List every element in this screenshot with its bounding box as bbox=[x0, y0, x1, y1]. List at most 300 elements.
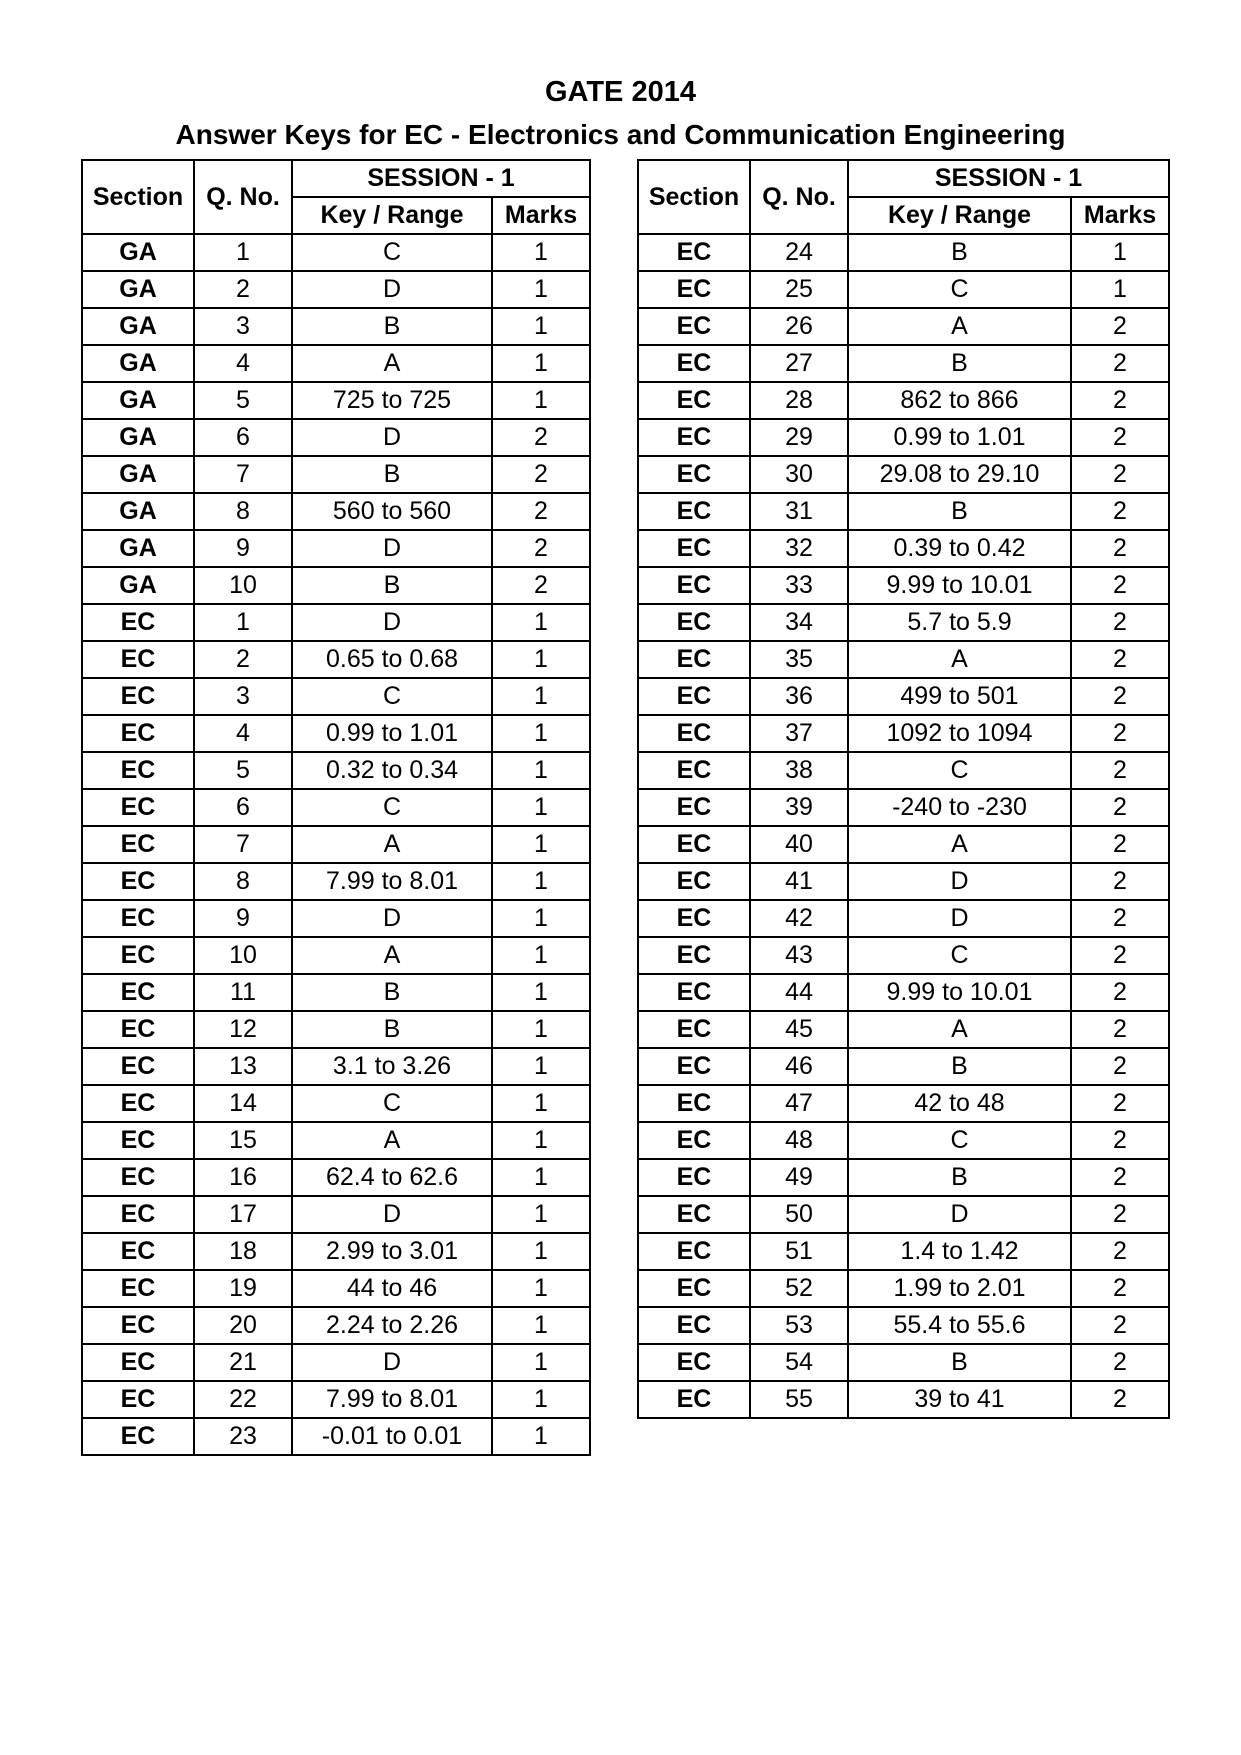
cell-marks: 2 bbox=[1071, 456, 1169, 493]
cell-section: EC bbox=[82, 1381, 194, 1418]
cell-section: EC bbox=[638, 419, 750, 456]
table-row bbox=[638, 1381, 1169, 1418]
cell-marks: 1 bbox=[492, 641, 590, 678]
cell-qno: 45 bbox=[750, 1011, 848, 1048]
cell-marks: 2 bbox=[1071, 1381, 1169, 1418]
cell-key-range: D bbox=[292, 900, 492, 937]
cell-marks: 2 bbox=[1071, 1233, 1169, 1270]
cell-key-range: A bbox=[848, 308, 1071, 345]
cell-key-range: -0.01 to 0.01 bbox=[292, 1418, 492, 1455]
cell-qno: 19 bbox=[194, 1270, 292, 1307]
table-row bbox=[82, 530, 590, 567]
cell-section: EC bbox=[82, 604, 194, 641]
cell-key-range: B bbox=[848, 493, 1071, 530]
cell-section: EC bbox=[638, 789, 750, 826]
cell-section: EC bbox=[82, 1196, 194, 1233]
cell-section: EC bbox=[638, 1196, 750, 1233]
answer-key-table-right bbox=[637, 159, 1170, 1419]
cell-marks: 2 bbox=[1071, 974, 1169, 1011]
cell-marks: 1 bbox=[492, 345, 590, 382]
cell-qno: 12 bbox=[194, 1011, 292, 1048]
cell-section: EC bbox=[638, 863, 750, 900]
cell-marks: 1 bbox=[492, 1011, 590, 1048]
cell-section: EC bbox=[82, 1011, 194, 1048]
table-row bbox=[82, 345, 590, 382]
cell-section: EC bbox=[82, 678, 194, 715]
cell-key-range: 5.7 to 5.9 bbox=[848, 604, 1071, 641]
cell-key-range: B bbox=[848, 1159, 1071, 1196]
table-row bbox=[82, 1085, 590, 1122]
table-row bbox=[638, 1011, 1169, 1048]
header-marks: Marks bbox=[492, 197, 590, 234]
cell-qno: 18 bbox=[194, 1233, 292, 1270]
cell-qno: 51 bbox=[750, 1233, 848, 1270]
cell-qno: 55 bbox=[750, 1381, 848, 1418]
cell-marks: 2 bbox=[1071, 604, 1169, 641]
table-row bbox=[638, 567, 1169, 604]
cell-marks: 2 bbox=[1071, 1011, 1169, 1048]
cell-key-range: A bbox=[848, 826, 1071, 863]
cell-section: GA bbox=[82, 419, 194, 456]
cell-key-range: C bbox=[292, 789, 492, 826]
cell-marks: 2 bbox=[1071, 789, 1169, 826]
cell-qno: 47 bbox=[750, 1085, 848, 1122]
cell-qno: 8 bbox=[194, 863, 292, 900]
cell-section: GA bbox=[82, 493, 194, 530]
header-section: Section bbox=[638, 160, 750, 234]
cell-marks: 2 bbox=[1071, 752, 1169, 789]
table-row bbox=[638, 1122, 1169, 1159]
cell-key-range: D bbox=[292, 419, 492, 456]
cell-key-range: C bbox=[848, 1122, 1071, 1159]
cell-marks: 1 bbox=[492, 1270, 590, 1307]
cell-key-range: A bbox=[292, 1122, 492, 1159]
cell-key-range: 3.1 to 3.26 bbox=[292, 1048, 492, 1085]
cell-marks: 1 bbox=[492, 900, 590, 937]
cell-key-range: 55.4 to 55.6 bbox=[848, 1307, 1071, 1344]
cell-section: GA bbox=[82, 382, 194, 419]
cell-section: EC bbox=[638, 937, 750, 974]
cell-section: EC bbox=[82, 1048, 194, 1085]
cell-qno: 39 bbox=[750, 789, 848, 826]
table-row bbox=[638, 863, 1169, 900]
cell-section: EC bbox=[638, 1048, 750, 1085]
cell-key-range: 0.99 to 1.01 bbox=[292, 715, 492, 752]
cell-marks: 2 bbox=[492, 493, 590, 530]
table-row bbox=[638, 715, 1169, 752]
cell-marks: 2 bbox=[492, 530, 590, 567]
table-row bbox=[82, 900, 590, 937]
cell-key-range: C bbox=[848, 271, 1071, 308]
cell-marks: 1 bbox=[492, 1196, 590, 1233]
cell-key-range: A bbox=[292, 826, 492, 863]
table-row bbox=[638, 419, 1169, 456]
cell-section: EC bbox=[82, 974, 194, 1011]
cell-qno: 43 bbox=[750, 937, 848, 974]
cell-key-range: 62.4 to 62.6 bbox=[292, 1159, 492, 1196]
cell-section: EC bbox=[638, 1011, 750, 1048]
cell-marks: 1 bbox=[492, 1048, 590, 1085]
cell-marks: 1 bbox=[492, 937, 590, 974]
cell-section: EC bbox=[82, 1307, 194, 1344]
cell-key-range: 7.99 to 8.01 bbox=[292, 1381, 492, 1418]
header-qno: Q. No. bbox=[750, 160, 848, 234]
cell-marks: 2 bbox=[1071, 308, 1169, 345]
table-row bbox=[638, 789, 1169, 826]
cell-qno: 48 bbox=[750, 1122, 848, 1159]
cell-section: GA bbox=[82, 345, 194, 382]
cell-marks: 2 bbox=[492, 567, 590, 604]
cell-section: EC bbox=[82, 937, 194, 974]
cell-qno: 22 bbox=[194, 1381, 292, 1418]
cell-qno: 5 bbox=[194, 382, 292, 419]
cell-marks: 2 bbox=[1071, 1085, 1169, 1122]
cell-section: EC bbox=[638, 530, 750, 567]
cell-section: EC bbox=[638, 974, 750, 1011]
cell-key-range: 560 to 560 bbox=[292, 493, 492, 530]
header-marks: Marks bbox=[1071, 197, 1169, 234]
table-row bbox=[82, 974, 590, 1011]
table-row bbox=[638, 456, 1169, 493]
cell-marks: 1 bbox=[492, 1233, 590, 1270]
cell-key-range: 42 to 48 bbox=[848, 1085, 1071, 1122]
cell-marks: 2 bbox=[1071, 419, 1169, 456]
cell-marks: 2 bbox=[492, 456, 590, 493]
cell-marks: 1 bbox=[492, 789, 590, 826]
table-row bbox=[82, 456, 590, 493]
cell-key-range: C bbox=[848, 752, 1071, 789]
table-row bbox=[638, 308, 1169, 345]
cell-marks: 1 bbox=[492, 715, 590, 752]
cell-qno: 50 bbox=[750, 1196, 848, 1233]
table-row bbox=[82, 1381, 590, 1418]
cell-key-range: 44 to 46 bbox=[292, 1270, 492, 1307]
cell-qno: 10 bbox=[194, 567, 292, 604]
table-row bbox=[82, 234, 590, 271]
cell-key-range: 499 to 501 bbox=[848, 678, 1071, 715]
cell-section: EC bbox=[638, 382, 750, 419]
cell-marks: 2 bbox=[1071, 1196, 1169, 1233]
cell-key-range: 9.99 to 10.01 bbox=[848, 974, 1071, 1011]
cell-qno: 6 bbox=[194, 789, 292, 826]
cell-marks: 2 bbox=[1071, 567, 1169, 604]
cell-qno: 23 bbox=[194, 1418, 292, 1455]
table-row bbox=[638, 826, 1169, 863]
cell-key-range: B bbox=[848, 1048, 1071, 1085]
cell-marks: 1 bbox=[1071, 271, 1169, 308]
cell-qno: 16 bbox=[194, 1159, 292, 1196]
table-row bbox=[638, 493, 1169, 530]
cell-section: EC bbox=[82, 1085, 194, 1122]
table-row bbox=[638, 1233, 1169, 1270]
cell-section: EC bbox=[82, 752, 194, 789]
table-row bbox=[638, 641, 1169, 678]
cell-marks: 2 bbox=[1071, 530, 1169, 567]
cell-marks: 2 bbox=[1071, 826, 1169, 863]
cell-section: EC bbox=[82, 641, 194, 678]
cell-key-range: B bbox=[292, 974, 492, 1011]
cell-marks: 1 bbox=[492, 1381, 590, 1418]
cell-qno: 46 bbox=[750, 1048, 848, 1085]
cell-qno: 52 bbox=[750, 1270, 848, 1307]
cell-qno: 7 bbox=[194, 456, 292, 493]
cell-key-range: D bbox=[292, 1196, 492, 1233]
cell-qno: 27 bbox=[750, 345, 848, 382]
cell-key-range: D bbox=[292, 1344, 492, 1381]
cell-qno: 41 bbox=[750, 863, 848, 900]
table-row bbox=[82, 641, 590, 678]
cell-qno: 6 bbox=[194, 419, 292, 456]
cell-key-range: 7.99 to 8.01 bbox=[292, 863, 492, 900]
cell-marks: 2 bbox=[492, 419, 590, 456]
table-row bbox=[638, 345, 1169, 382]
cell-key-range: D bbox=[292, 271, 492, 308]
cell-qno: 42 bbox=[750, 900, 848, 937]
cell-key-range: 2.24 to 2.26 bbox=[292, 1307, 492, 1344]
table-row bbox=[82, 678, 590, 715]
table-row bbox=[82, 863, 590, 900]
cell-key-range: B bbox=[292, 456, 492, 493]
cell-marks: 2 bbox=[1071, 1048, 1169, 1085]
header-key-range: Key / Range bbox=[292, 197, 492, 234]
cell-marks: 2 bbox=[1071, 382, 1169, 419]
cell-qno: 35 bbox=[750, 641, 848, 678]
cell-qno: 2 bbox=[194, 641, 292, 678]
cell-section: GA bbox=[82, 567, 194, 604]
cell-marks: 2 bbox=[1071, 1122, 1169, 1159]
cell-marks: 1 bbox=[492, 1159, 590, 1196]
cell-section: EC bbox=[638, 1122, 750, 1159]
cell-key-range: D bbox=[848, 1196, 1071, 1233]
cell-key-range: B bbox=[848, 1344, 1071, 1381]
cell-key-range: B bbox=[848, 345, 1071, 382]
cell-qno: 31 bbox=[750, 493, 848, 530]
cell-marks: 1 bbox=[492, 863, 590, 900]
cell-section: GA bbox=[82, 456, 194, 493]
table-row bbox=[638, 530, 1169, 567]
cell-qno: 3 bbox=[194, 678, 292, 715]
header-session: SESSION - 1 bbox=[292, 160, 590, 197]
cell-section: GA bbox=[82, 308, 194, 345]
cell-section: EC bbox=[638, 234, 750, 271]
cell-marks: 1 bbox=[492, 1418, 590, 1455]
cell-qno: 54 bbox=[750, 1344, 848, 1381]
cell-qno: 8 bbox=[194, 493, 292, 530]
table-row bbox=[638, 937, 1169, 974]
cell-section: EC bbox=[638, 493, 750, 530]
cell-section: EC bbox=[638, 345, 750, 382]
cell-qno: 7 bbox=[194, 826, 292, 863]
table-row bbox=[82, 1011, 590, 1048]
table-row bbox=[638, 678, 1169, 715]
cell-qno: 49 bbox=[750, 1159, 848, 1196]
cell-qno: 11 bbox=[194, 974, 292, 1011]
cell-section: EC bbox=[638, 1270, 750, 1307]
cell-section: EC bbox=[82, 863, 194, 900]
cell-section: GA bbox=[82, 271, 194, 308]
cell-section: EC bbox=[638, 1381, 750, 1418]
cell-marks: 2 bbox=[1071, 345, 1169, 382]
table-row bbox=[82, 1344, 590, 1381]
cell-section: EC bbox=[82, 789, 194, 826]
cell-qno: 28 bbox=[750, 382, 848, 419]
cell-key-range: C bbox=[292, 678, 492, 715]
table-row bbox=[82, 1307, 590, 1344]
table-row bbox=[82, 419, 590, 456]
cell-key-range: 39 to 41 bbox=[848, 1381, 1071, 1418]
table-row bbox=[82, 604, 590, 641]
cell-marks: 2 bbox=[1071, 715, 1169, 752]
cell-marks: 2 bbox=[1071, 641, 1169, 678]
cell-section: EC bbox=[638, 604, 750, 641]
cell-key-range: C bbox=[848, 937, 1071, 974]
cell-qno: 33 bbox=[750, 567, 848, 604]
cell-section: EC bbox=[638, 715, 750, 752]
cell-qno: 40 bbox=[750, 826, 848, 863]
cell-key-range: C bbox=[292, 1085, 492, 1122]
cell-key-range: A bbox=[848, 641, 1071, 678]
cell-section: EC bbox=[638, 1307, 750, 1344]
table-row bbox=[82, 715, 590, 752]
cell-marks: 2 bbox=[1071, 1307, 1169, 1344]
cell-key-range: -240 to -230 bbox=[848, 789, 1071, 826]
header-session: SESSION - 1 bbox=[848, 160, 1169, 197]
cell-qno: 9 bbox=[194, 530, 292, 567]
cell-qno: 20 bbox=[194, 1307, 292, 1344]
header-key-range: Key / Range bbox=[848, 197, 1071, 234]
cell-key-range: 29.08 to 29.10 bbox=[848, 456, 1071, 493]
cell-key-range: B bbox=[292, 567, 492, 604]
cell-key-range: 0.65 to 0.68 bbox=[292, 641, 492, 678]
cell-qno: 29 bbox=[750, 419, 848, 456]
table-row bbox=[638, 604, 1169, 641]
cell-qno: 4 bbox=[194, 715, 292, 752]
header-section: Section bbox=[82, 160, 194, 234]
table-row bbox=[82, 1048, 590, 1085]
cell-section: EC bbox=[638, 456, 750, 493]
cell-section: EC bbox=[638, 1233, 750, 1270]
cell-key-range: 725 to 725 bbox=[292, 382, 492, 419]
cell-key-range: 1.4 to 1.42 bbox=[848, 1233, 1071, 1270]
cell-marks: 1 bbox=[1071, 234, 1169, 271]
cell-section: EC bbox=[82, 1159, 194, 1196]
cell-section: EC bbox=[638, 900, 750, 937]
cell-section: EC bbox=[638, 678, 750, 715]
cell-section: EC bbox=[638, 641, 750, 678]
cell-key-range: A bbox=[292, 937, 492, 974]
cell-key-range: B bbox=[292, 308, 492, 345]
table-row bbox=[82, 1418, 590, 1455]
cell-qno: 9 bbox=[194, 900, 292, 937]
cell-section: GA bbox=[82, 530, 194, 567]
cell-key-range: 0.39 to 0.42 bbox=[848, 530, 1071, 567]
cell-marks: 1 bbox=[492, 678, 590, 715]
header-qno: Q. No. bbox=[194, 160, 292, 234]
table-row bbox=[82, 382, 590, 419]
cell-section: EC bbox=[638, 308, 750, 345]
cell-marks: 2 bbox=[1071, 1344, 1169, 1381]
cell-key-range: B bbox=[848, 234, 1071, 271]
cell-section: EC bbox=[638, 826, 750, 863]
cell-key-range: D bbox=[848, 863, 1071, 900]
cell-key-range: B bbox=[292, 1011, 492, 1048]
cell-marks: 2 bbox=[1071, 1270, 1169, 1307]
cell-qno: 38 bbox=[750, 752, 848, 789]
cell-section: EC bbox=[82, 1122, 194, 1159]
table-row bbox=[82, 1122, 590, 1159]
cell-section: EC bbox=[638, 567, 750, 604]
cell-marks: 2 bbox=[1071, 937, 1169, 974]
cell-marks: 1 bbox=[492, 234, 590, 271]
cell-marks: 1 bbox=[492, 308, 590, 345]
table-row bbox=[638, 382, 1169, 419]
cell-marks: 1 bbox=[492, 974, 590, 1011]
table-row bbox=[82, 1196, 590, 1233]
cell-section: EC bbox=[638, 752, 750, 789]
cell-qno: 36 bbox=[750, 678, 848, 715]
cell-key-range: D bbox=[292, 530, 492, 567]
cell-qno: 44 bbox=[750, 974, 848, 1011]
cell-key-range: 0.32 to 0.34 bbox=[292, 752, 492, 789]
table-row bbox=[638, 900, 1169, 937]
cell-qno: 10 bbox=[194, 937, 292, 974]
table-row bbox=[82, 567, 590, 604]
table-row bbox=[82, 493, 590, 530]
cell-qno: 1 bbox=[194, 604, 292, 641]
table-row bbox=[638, 1344, 1169, 1381]
table-row bbox=[82, 826, 590, 863]
document-title: GATE 2014 bbox=[545, 76, 696, 108]
table-row bbox=[82, 789, 590, 826]
cell-marks: 1 bbox=[492, 271, 590, 308]
table-row bbox=[638, 974, 1169, 1011]
cell-marks: 2 bbox=[1071, 493, 1169, 530]
table-row bbox=[638, 1196, 1169, 1233]
cell-qno: 32 bbox=[750, 530, 848, 567]
cell-key-range: A bbox=[292, 345, 492, 382]
answer-key-table-left bbox=[81, 159, 591, 1456]
cell-key-range: D bbox=[848, 900, 1071, 937]
cell-key-range: 9.99 to 10.01 bbox=[848, 567, 1071, 604]
table-row bbox=[638, 752, 1169, 789]
cell-section: EC bbox=[82, 1233, 194, 1270]
cell-marks: 1 bbox=[492, 1344, 590, 1381]
cell-qno: 1 bbox=[194, 234, 292, 271]
table-row bbox=[82, 937, 590, 974]
cell-qno: 14 bbox=[194, 1085, 292, 1122]
cell-qno: 5 bbox=[194, 752, 292, 789]
cell-key-range: 0.99 to 1.01 bbox=[848, 419, 1071, 456]
cell-qno: 15 bbox=[194, 1122, 292, 1159]
cell-qno: 53 bbox=[750, 1307, 848, 1344]
cell-qno: 34 bbox=[750, 604, 848, 641]
cell-key-range: D bbox=[292, 604, 492, 641]
cell-section: EC bbox=[82, 900, 194, 937]
table-row bbox=[82, 1270, 590, 1307]
cell-qno: 13 bbox=[194, 1048, 292, 1085]
cell-section: EC bbox=[82, 715, 194, 752]
table-row bbox=[82, 1159, 590, 1196]
cell-section: EC bbox=[82, 1418, 194, 1455]
cell-marks: 1 bbox=[492, 1307, 590, 1344]
cell-marks: 1 bbox=[492, 1085, 590, 1122]
table-row bbox=[82, 271, 590, 308]
cell-key-range: A bbox=[848, 1011, 1071, 1048]
cell-section: EC bbox=[82, 1270, 194, 1307]
cell-section: EC bbox=[638, 1344, 750, 1381]
cell-marks: 2 bbox=[1071, 900, 1169, 937]
cell-qno: 24 bbox=[750, 234, 848, 271]
